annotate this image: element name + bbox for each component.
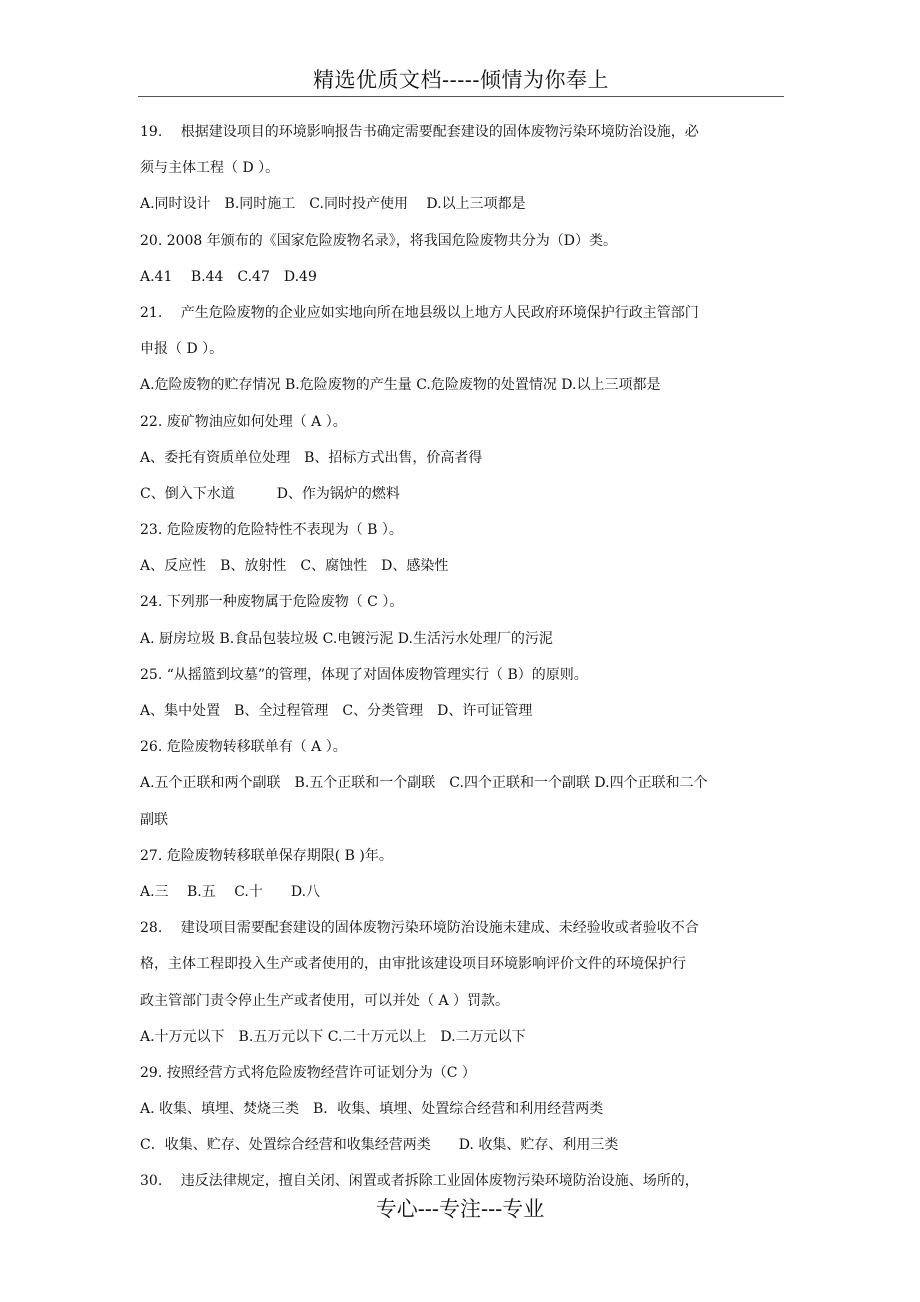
text-line: A. 收集、填埋、焚烧三类 B．收集、填埋、处置综合经营和利用经营两类 <box>140 1101 604 1118</box>
text-line: 副联 <box>140 811 168 828</box>
text-line: A.三 B.五 C.十 D.八 <box>140 883 321 900</box>
text-line: 申报（ D ）。 <box>140 341 224 358</box>
text-line: A、反应性 B、放射性 C、腐蚀性 D、感染性 <box>140 558 449 575</box>
text-line: 须与主体工程（ D ）。 <box>140 160 280 177</box>
text-line: A.同时设计 B.同时施工 C.同时投产使用 D.以上三项都是 <box>140 196 526 213</box>
text-line: 政主管部门责令停止生产或者使用，可以并处（ A ）罚款。 <box>140 992 510 1009</box>
text-line: A.五个正联和两个副联 B.五个正联和一个副联 C.四个正联和一个副联 D.四个正联和二个 <box>140 775 708 792</box>
text-line: 28. 建设项目需要配套建设的固体废物污染环境防治设施未建成、未经验收或者验收不合 <box>140 920 699 937</box>
text-line: A、委托有资质单位处理 B、招标方式出售，价高者得 <box>140 449 483 466</box>
text-line: C．收集、贮存、处置综合经营和收集经营两类 D. 收集、贮存、利用三类 <box>140 1137 619 1154</box>
text-line: C、倒入下水道 D、作为锅炉的燃料 <box>140 485 400 502</box>
document-body <box>140 114 785 1200</box>
text-line: 27. 危险废物转移联单保存期限( B )年。 <box>140 847 393 864</box>
footer-text: 专心---专注---专业 <box>375 1197 545 1221</box>
text-line: 25. “从摇篮到坟墓”的管理，体现了对固体废物管理实行（ B）的原则。 <box>140 666 588 683</box>
text-line: 24. 下列那一种废物属于危险废物（ C ）。 <box>140 594 404 611</box>
text-line: 20. 2008 年颁布的《国家危险废物名录》，将我国危险废物共分为（D）类。 <box>140 232 618 249</box>
text-line: 格，主体工程即投入生产或者使用的，由审批该建设项目环境影响评价文件的环境保护行 <box>140 956 686 973</box>
header-title: 精选优质文档-----倾情为你奉上 <box>313 68 609 92</box>
text-line: 19. 根据建设项目的环境影响报告书确定需要配套建设的固体废物污染环境防治设施，必 <box>140 124 699 140</box>
text-line: A. 厨房垃圾 B.食品包装垃圾 C.电镀污泥 D.生活污水处理厂的污泥 <box>140 630 553 647</box>
text-line: A.十万元以下 B.五万元以下 C.二十万元以上 D.二万元以下 <box>140 1028 526 1045</box>
text-line: 22. 废矿物油应如何处理（ A ）。 <box>140 413 347 430</box>
page-header <box>138 64 784 97</box>
text-line: 30. 违反法律规定，擅自关闭、闲置或者拆除工业固体废物污染环境防治设施、场所的， <box>140 1173 699 1190</box>
text-line: 23. 危险废物的危险特性不表现为（ B ）。 <box>140 522 403 539</box>
text-line: A.41 B.44 C.47 D.49 <box>140 268 317 285</box>
text-line: A.危险废物的贮存情况 B.危险废物的产生量 C.危险废物的处置情况 D.以上三项都是 <box>140 377 661 394</box>
text-line: 29. 按照经营方式将危险废物经营许可证划分为（C ） <box>140 1064 476 1081</box>
text-line: 26. 危险废物转移联单有（ A ）。 <box>140 739 347 756</box>
text-line: 21. 产生危险废物的企业应如实地向所在地县级以上地方人民政府环境保护行政主管部门 <box>140 304 699 321</box>
page-footer <box>0 1194 920 1224</box>
text-line: A、集中处置 B、全过程管理 C、分类管理 D、许可证管理 <box>140 703 533 719</box>
